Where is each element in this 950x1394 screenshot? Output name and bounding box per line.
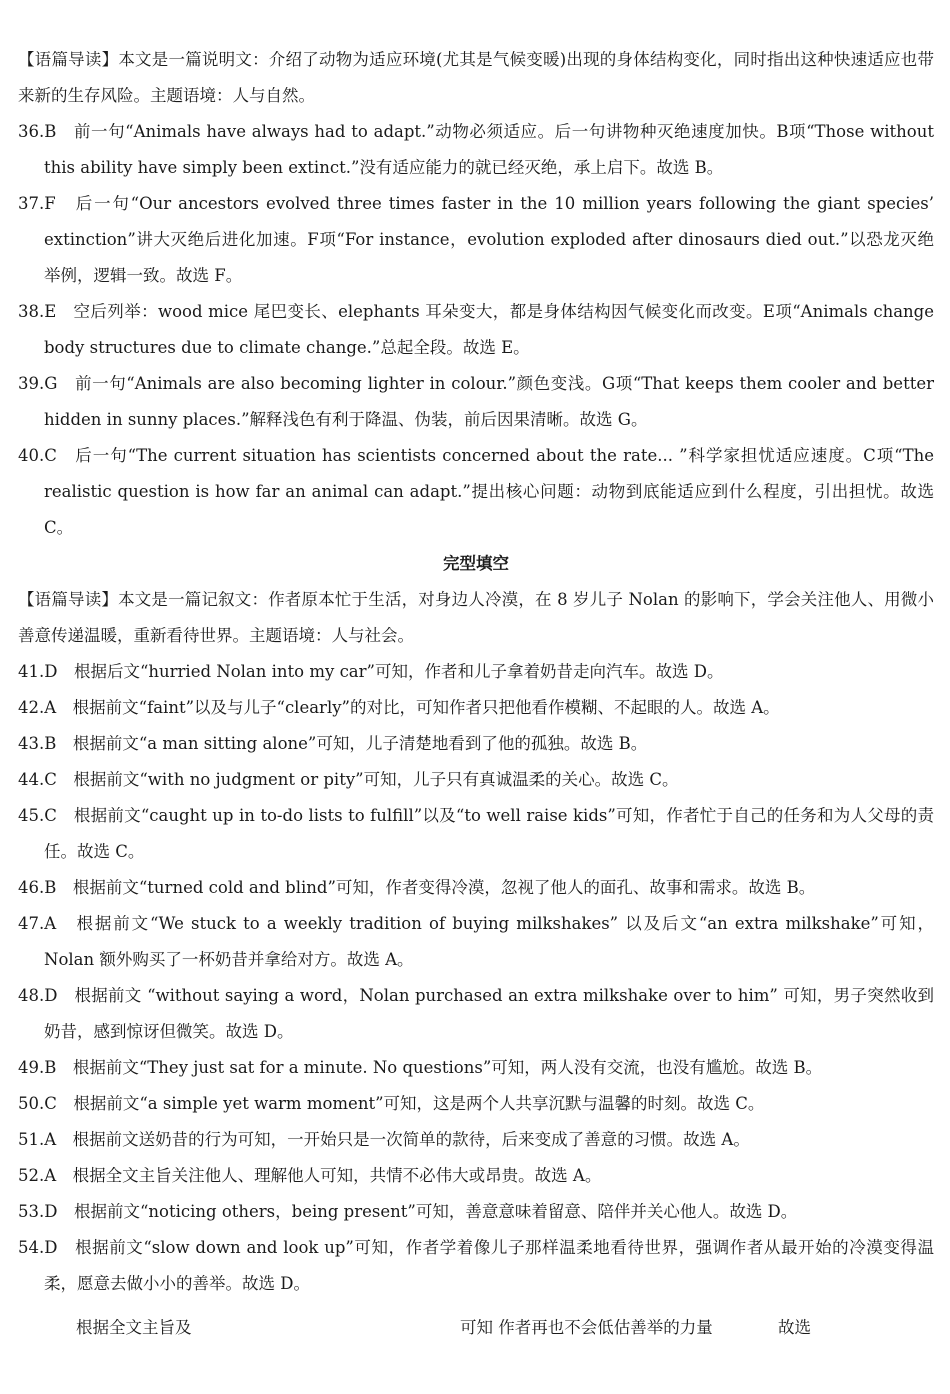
partial-line-right: 故选: [778, 1318, 811, 1337]
answer-item-37: 37.F 后一句“Our ancestors evolved three times faster in the 10 million years following the giant species’ extinction”讲大灭绝后进化加速。F项“For instance，evolution exploded after dinosaurs died out.”以恐龙灭绝举例，逻辑一致。故选 F。: [18, 194, 934, 285]
answer-item-49: 49.B 根据前文“They just sat for a minute. No questions”可知，两人没有交流，也没有尴尬。故选 B。: [18, 1058, 823, 1077]
cloze-intro: 【语篇导读】本文是一篇记叙文：作者原本忙于生活，对身边人冷漠，在 8 岁儿子 Nolan 的影响下，学会关注他人、用微小善意传递温暖，重新看待世界。主题语境：人与社会。: [18, 590, 934, 645]
answer-item-51: 51.A 根据前文送奶昔的行为可知，一开始只是一次简单的款待，后来变成了善意的习惯。故选 A。: [18, 1130, 750, 1149]
answer-item-45: 45.C 根据前文“caught up in to-do lists to fulfill”以及“to well raise kids”可知，作者忙于自己的任务和为人父母的责任。故选 C。: [18, 806, 934, 861]
answer-item-43: 43.B 根据前文“a man sitting alone”可知，儿子清楚地看到了他的孤独。故选 B。: [18, 734, 648, 753]
answer-item-47: 47.A 根据前文“We stuck to a weekly tradition of buying milkshakes” 以及后文“an extra milkshake”可知，Nolan 额外购买了一杯奶昔并拿给对方。故选 A。: [18, 914, 934, 969]
answer-item-54: 54.D 根据前文“slow down and look up”可知，作者学着像儿子那样温柔地看待世界，强调作者从最开始的冷漠变得温柔，愿意去做小小的善举。故选 D。: [18, 1238, 934, 1293]
answer-item-48: 48.D 根据前文 “without saying a word，Nolan purchased an extra milkshake over to him” 可知，男子突然收到奶昔，感到惊讶但微笑。故选 D。: [18, 986, 934, 1041]
answer-item-53: 53.D 根据前文“noticing others，being present”可知，善意意味着留意、陪伴并关心他人。故选 D。: [18, 1202, 798, 1221]
answer-item-36: 36.B 前一句“Animals have always had to adapt.”动物必须适应。后一句讲物种灭绝速度加快。B项“Those without this ability have simply been extinct.”没有适应能力的就已经灭绝，承上启下。故选 B。: [18, 122, 934, 177]
answer-item-50: 50.C 根据前文“a simple yet warm moment”可知，这是两个人共享沉默与温馨的时刻。故选 C。: [18, 1094, 765, 1113]
answer-item-41: 41.D 根据后文“hurried Nolan into my car”可知，作者和儿子拿着奶昔走向汽车。故选 D。: [18, 662, 724, 681]
answer-item-39: 39.G 前一句“Animals are also becoming lighter in colour.”颜色变浅。G项“That keeps them cooler and better hidden in sunny places.”解释浅色有利于降温、伪装，前后因果清晰。故选 G。: [18, 374, 934, 429]
answer-item-44: 44.C 根据前文“with no judgment or pity”可知，儿子只有真诚温柔的关心。故选 C。: [18, 770, 679, 789]
answer-item-40: 40.C 后一句“The current situation has scientists concerned about the rate... ”科学家担忧适应速度。C项“The realistic question is how far an animal can adapt.”提出核心问题：动物到底能适应到什么程度，引出担忧。故选 C。: [18, 446, 934, 537]
partial-line-middle: 可知 作者再也不会低估善举的力量: [460, 1318, 713, 1337]
answer-item-46: 46.B 根据前文“turned cold and blind”可知，作者变得冷漠，忽视了他人的面孔、故事和需求。故选 B。: [18, 878, 816, 897]
answer-page: [18, 42, 934, 1302]
partial-line-left: 根据全文主旨及: [76, 1318, 192, 1337]
answer-item-38: 38.E 空后列举：wood mice 尾巴变长、elephants 耳朵变大，都是身体结构因气候变化而改变。E项“Animals change body structures due to climate change.”总起全段。故选 E。: [18, 302, 934, 357]
answer-item-52: 52.A 根据全文主旨关注他人、理解他人可知，共情不必伟大或昂贵。故选 A。: [18, 1166, 602, 1185]
section-title-cloze: 完型填空: [443, 554, 509, 573]
reading-intro: 【语篇导读】本文是一篇说明文：介绍了动物为适应环境(尤其是气候变暖)出现的身体结构变化，同时指出这种快速适应也带来新的生存风险。主题语境：人与自然。: [18, 50, 934, 105]
answer-item-42: 42.A 根据前文“faint”以及与儿子“clearly”的对比，可知作者只把他看作模糊、不起眼的人。故选 A。: [18, 698, 780, 717]
